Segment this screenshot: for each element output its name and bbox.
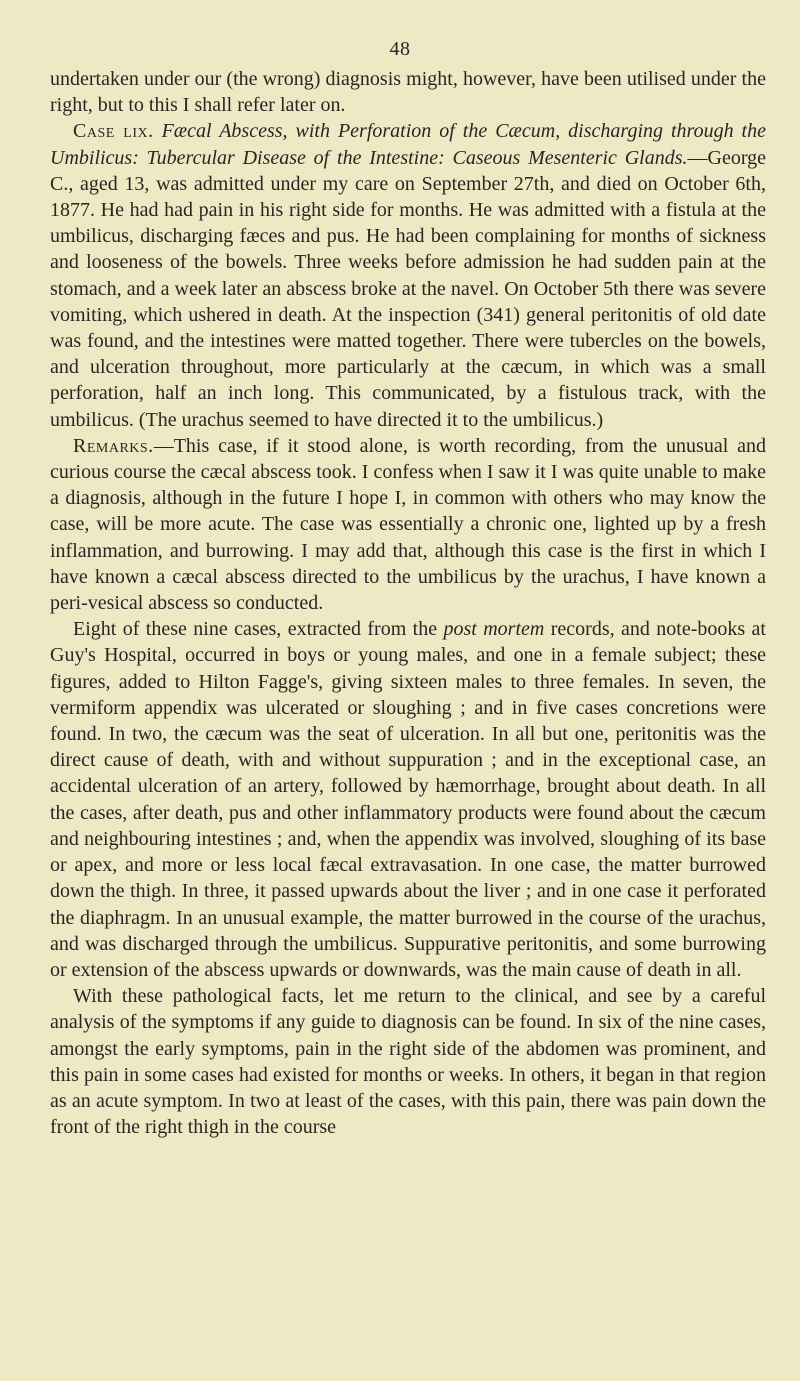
paragraph-case-lix — [50, 118, 766, 432]
case-label: Case lix. — [73, 120, 154, 143]
summary-text-end: records, and note-books at Guy's Hospital, occurred in boys or young males, and one in a female subject; these figures, added to Hilton Fagge's, giving sixteen males to three females. In seven, the vermiform appendix was ulcerated or sloughing ; and in five cases concretions were found. In two, the cæcum was the seat of ulceration. In all but one, peritonitis was the direct cause of death, with and without suppuration ; and in the exceptional case, an accidental ulceration of an artery, followed by hæmorrhage, brought about death. In all the cases, after death, pus and other inflammatory products were found about the cæcum and neighbouring intestines ; and, when the appendix was involved, sloughing of its base or apex, and more or less local fæcal extravasation. In one case, the matter burrowed down the thigh. In three, it passed upwards about the liver ; and in one case it perforated the diaphragm. In an unusual example, the matter burrowed in the course of the urachus, and was discharged through the umbilicus. Suppurative peritonitis, and some burrowing or extension of the abscess upwards or downwards, was the main cause of death in all. — [50, 618, 766, 981]
summary-text-start: Eight of these nine cases, extracted from the — [73, 618, 444, 641]
case-title: Fæcal Abscess, with Perforation of the Cæcum, discharging through the Umbilicus: Tubercular Disease of the Intestine: Caseous Mesenteric Glands. — [50, 120, 766, 169]
page-number: 48 — [389, 38, 411, 60]
paragraph-summary — [50, 616, 766, 983]
case-body: —George C., aged 13, was admitted under my care on September 27th, and died on October 6th, 1877. He had had pain in his right side for months. He was admitted with a fistula at the umbilicus, discharging fæces and pus. He had been complaining for months of sickness and looseness of the bowels. Three weeks before admission he had sudden pain at the stomach, and a week later an abscess broke at the navel. On October 5th there was severe vomiting, which ushered in death. At the inspection (341) general peritonitis of old date was found, and the intestines were matted together. There were tubercles on the bowels, and ulceration throughout, more particularly at the cæcum, in which was a small perforation, half an inch long. This communicated, by a fistulous track, with the umbilicus. (The urachus seemed to have directed it to the umbilicus.) — [50, 146, 766, 431]
paragraph-text: undertaken under our (the wrong) diagnosis might, however, have been utilised under the right, but to this I shall refer later on. — [50, 68, 766, 117]
paragraph-clinical — [50, 983, 766, 1140]
remarks-label: Remarks. — [73, 434, 154, 457]
paragraph-continuation — [50, 66, 766, 118]
remarks-body: —This case, if it stood alone, is worth recording, from the unusual and curious course the cæcal abscess took. I confess when I saw it I was quite unable to make a diagnosis, although in the future I hope I, in common with others who may know the case, will be more acute. The case was essentially a chronic one, lighted up by a fresh inflammation, and burrowing. I may add that, although this case is the first in which I have known a cæcal abscess directed to the umbilicus by the urachus, I have known a peri-vesical abscess so conducted. — [50, 434, 766, 615]
post-mortem-term: post mortem — [443, 618, 545, 641]
clinical-text: With these pathological facts, let me return to the clinical, and see by a careful analysis of the symptoms if any guide to diagnosis can be found. In six of the nine cases, amongst the early symptoms, pain in the right side of the abdomen was prominent, and this pain in some cases had existed for months or weeks. In others, it began in that region as an acute symptom. In two at least of the cases, with this pain, there was pain down the front of the right thigh in the course — [50, 985, 766, 1139]
paragraph-remarks — [50, 433, 766, 616]
